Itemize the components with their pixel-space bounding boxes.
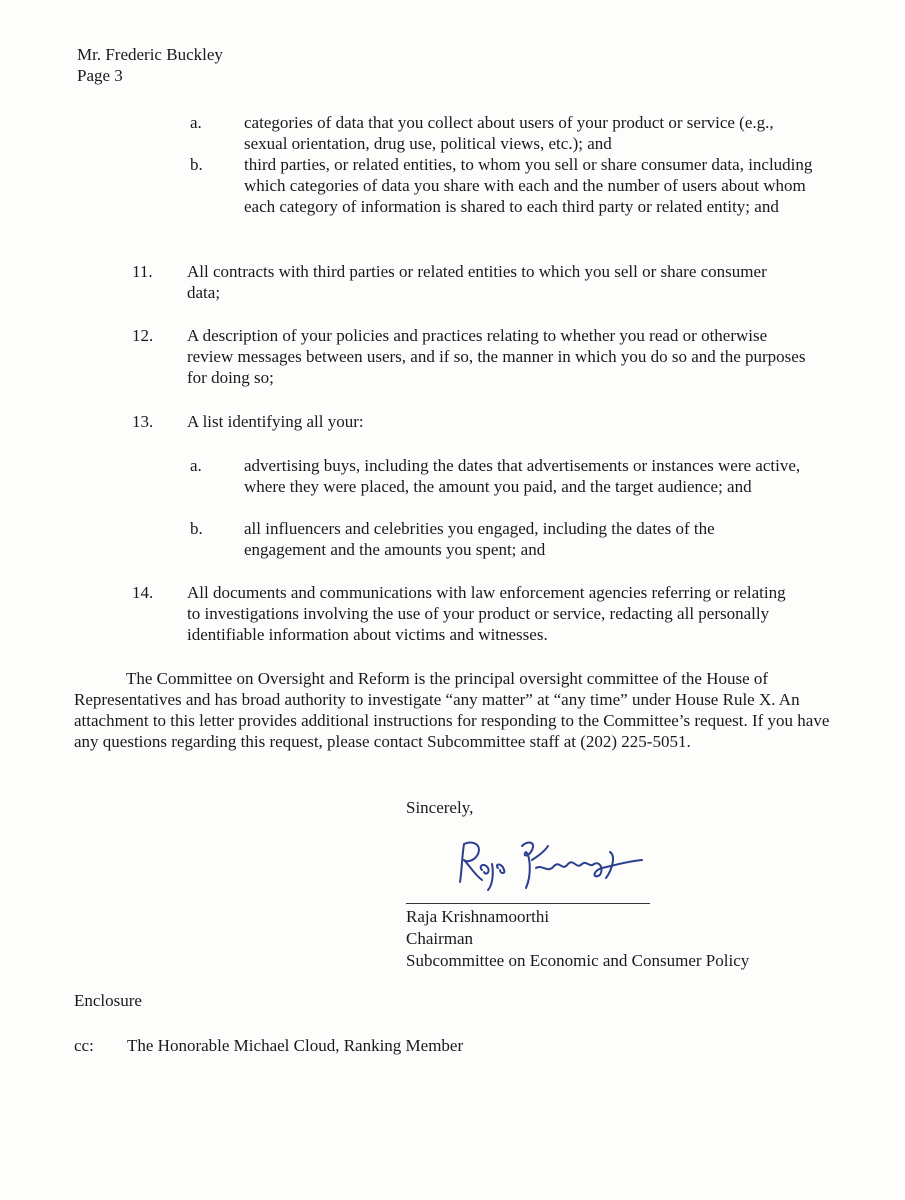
valediction: Sincerely,: [406, 798, 474, 817]
page-number: Page 3: [77, 66, 123, 85]
signer-name: Raja Krishnamoorthi: [406, 907, 550, 926]
item-13-number: 13.: [132, 412, 154, 431]
subitem-13b-text: all influencers and celebrities you engaged, including the dates of the engagement and the amounts you spent; and: [244, 519, 715, 559]
handwritten-signature: [452, 834, 652, 894]
enclosure-note: Enclosure: [74, 991, 142, 1010]
subitem-13a-text: advertising buys, including the dates that advertisements or instances were active, where they were placed, the amount you paid, and the target audience; and: [244, 456, 801, 496]
signer-title: Chairman: [406, 929, 474, 948]
subitem-10b-label: b.: [190, 155, 203, 174]
item-14-number: 14.: [132, 583, 154, 602]
subitem-10b-text: third parties, or related entities, to whom you sell or share consumer data, including which categories of data you share with each and the number of users about whom each category of information is shared to each third party or related entity; and: [244, 155, 813, 216]
subitem-13a-label: a.: [190, 456, 202, 475]
subitem-13b-label: b.: [190, 519, 203, 538]
signer-subcommittee: Subcommittee on Economic and Consumer Policy: [406, 951, 750, 970]
item-12-text: A description of your policies and practices relating to whether you read or otherwise review messages between users, and if so, the manner in which you do so and the purposes for doing so;: [187, 326, 806, 387]
item-14-text: All documents and communications with law enforcement agencies referring or relating to investigations involving the use of your product or service, redacting all personally identifiable information about victims and witnesses.: [187, 583, 786, 644]
subitem-10a-text: categories of data that you collect about users of your product or service (e.g., sexual orientation, drug use, political views, etc.); and: [244, 113, 774, 153]
recipient-name: Mr. Frederic Buckley: [77, 45, 223, 64]
closing-paragraph: The Committee on Oversight and Reform is the principal oversight committee of the House of Representatives and has broad authority to investigate “any matter” at “any time” under House Rule X. An attachment to this letter provides additional instructions for responding to the Committee’s request. If you have any questions regarding this request, please contact Subcommittee staff at (202) 225-5051.: [74, 669, 830, 751]
item-11-number: 11.: [132, 262, 153, 281]
item-11-text: All contracts with third parties or related entities to which you sell or share consumer data;: [187, 262, 767, 302]
subitem-10a-label: a.: [190, 113, 202, 132]
item-13-text: A list identifying all your:: [187, 412, 364, 431]
item-12-number: 12.: [132, 326, 154, 345]
cc-recipient: The Honorable Michael Cloud, Ranking Member: [127, 1036, 464, 1055]
signature-line: [406, 903, 650, 904]
cc-label: cc:: [74, 1036, 94, 1055]
